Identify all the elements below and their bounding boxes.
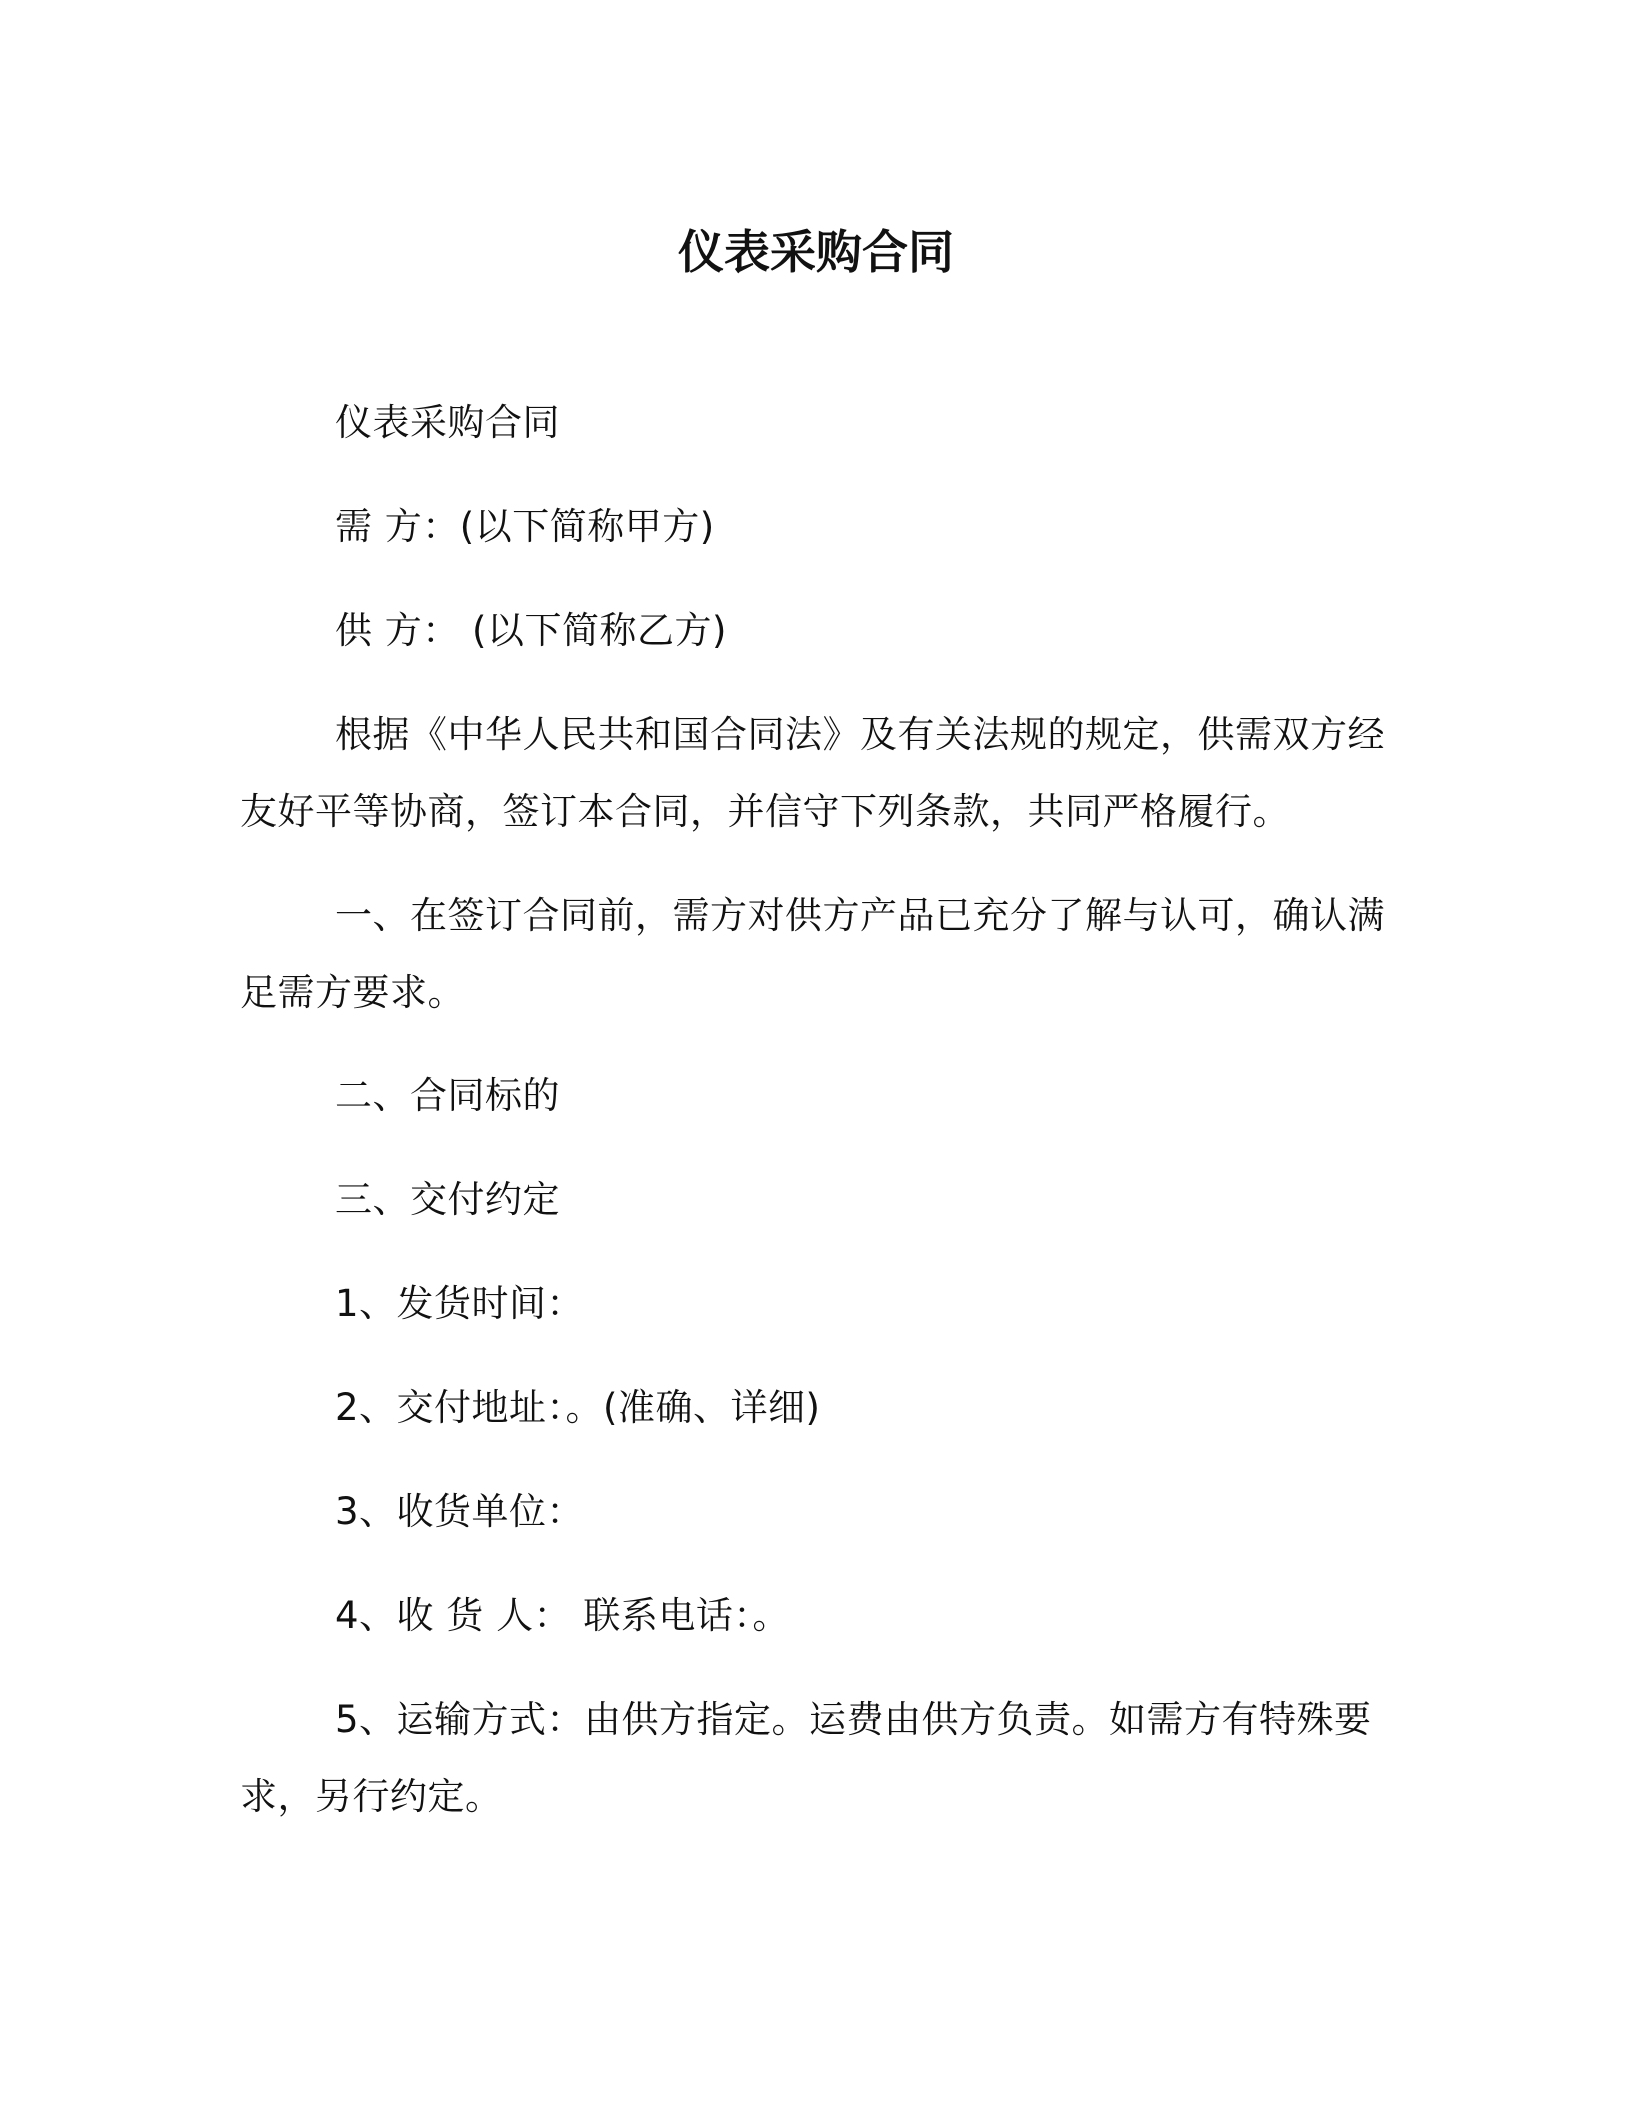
document-title: 仪表采购合同 (678, 225, 954, 279)
paragraph-subtitle: 仪表采购合同 (335, 401, 560, 444)
paragraph-item-1: 1、发货时间： (335, 1282, 585, 1325)
paragraph-line: 5、运输方式：由供方指定。运费由供方负责。如需方有特殊要 (335, 1698, 1372, 1741)
paragraph-supplier: 供 方： (以下简称乙方) (335, 609, 727, 652)
paragraph-line: 一、在签订合同前，需方对供方产品已充分了解与认可，确认满 (335, 894, 1385, 937)
paragraph-preamble (240, 696, 1385, 850)
paragraph-line: 足需方要求。 (240, 971, 465, 1014)
paragraph-item-2: 2、交付地址：。(准确、详细) (335, 1386, 821, 1429)
paragraph-item-4: 4、收 货 人： 联系电话：。 (335, 1594, 790, 1637)
paragraph-buyer: 需 方：(以下简称甲方) (335, 505, 715, 548)
paragraph-clause-2: 二、合同标的 (335, 1074, 560, 1117)
paragraph-line: 根据《中华人民共和国合同法》及有关法规的规定，供需双方经 (335, 713, 1385, 756)
paragraph-line: 求，另行约定。 (240, 1775, 503, 1818)
paragraph-item-5 (240, 1681, 1380, 1835)
paragraph-item-3: 3、收货单位： (335, 1490, 585, 1533)
paragraph-clause-1 (240, 877, 1385, 1031)
paragraph-clause-3: 三、交付约定 (335, 1178, 560, 1221)
paragraph-line: 友好平等协商，签订本合同，并信守下列条款，共同严格履行。 (240, 790, 1290, 833)
